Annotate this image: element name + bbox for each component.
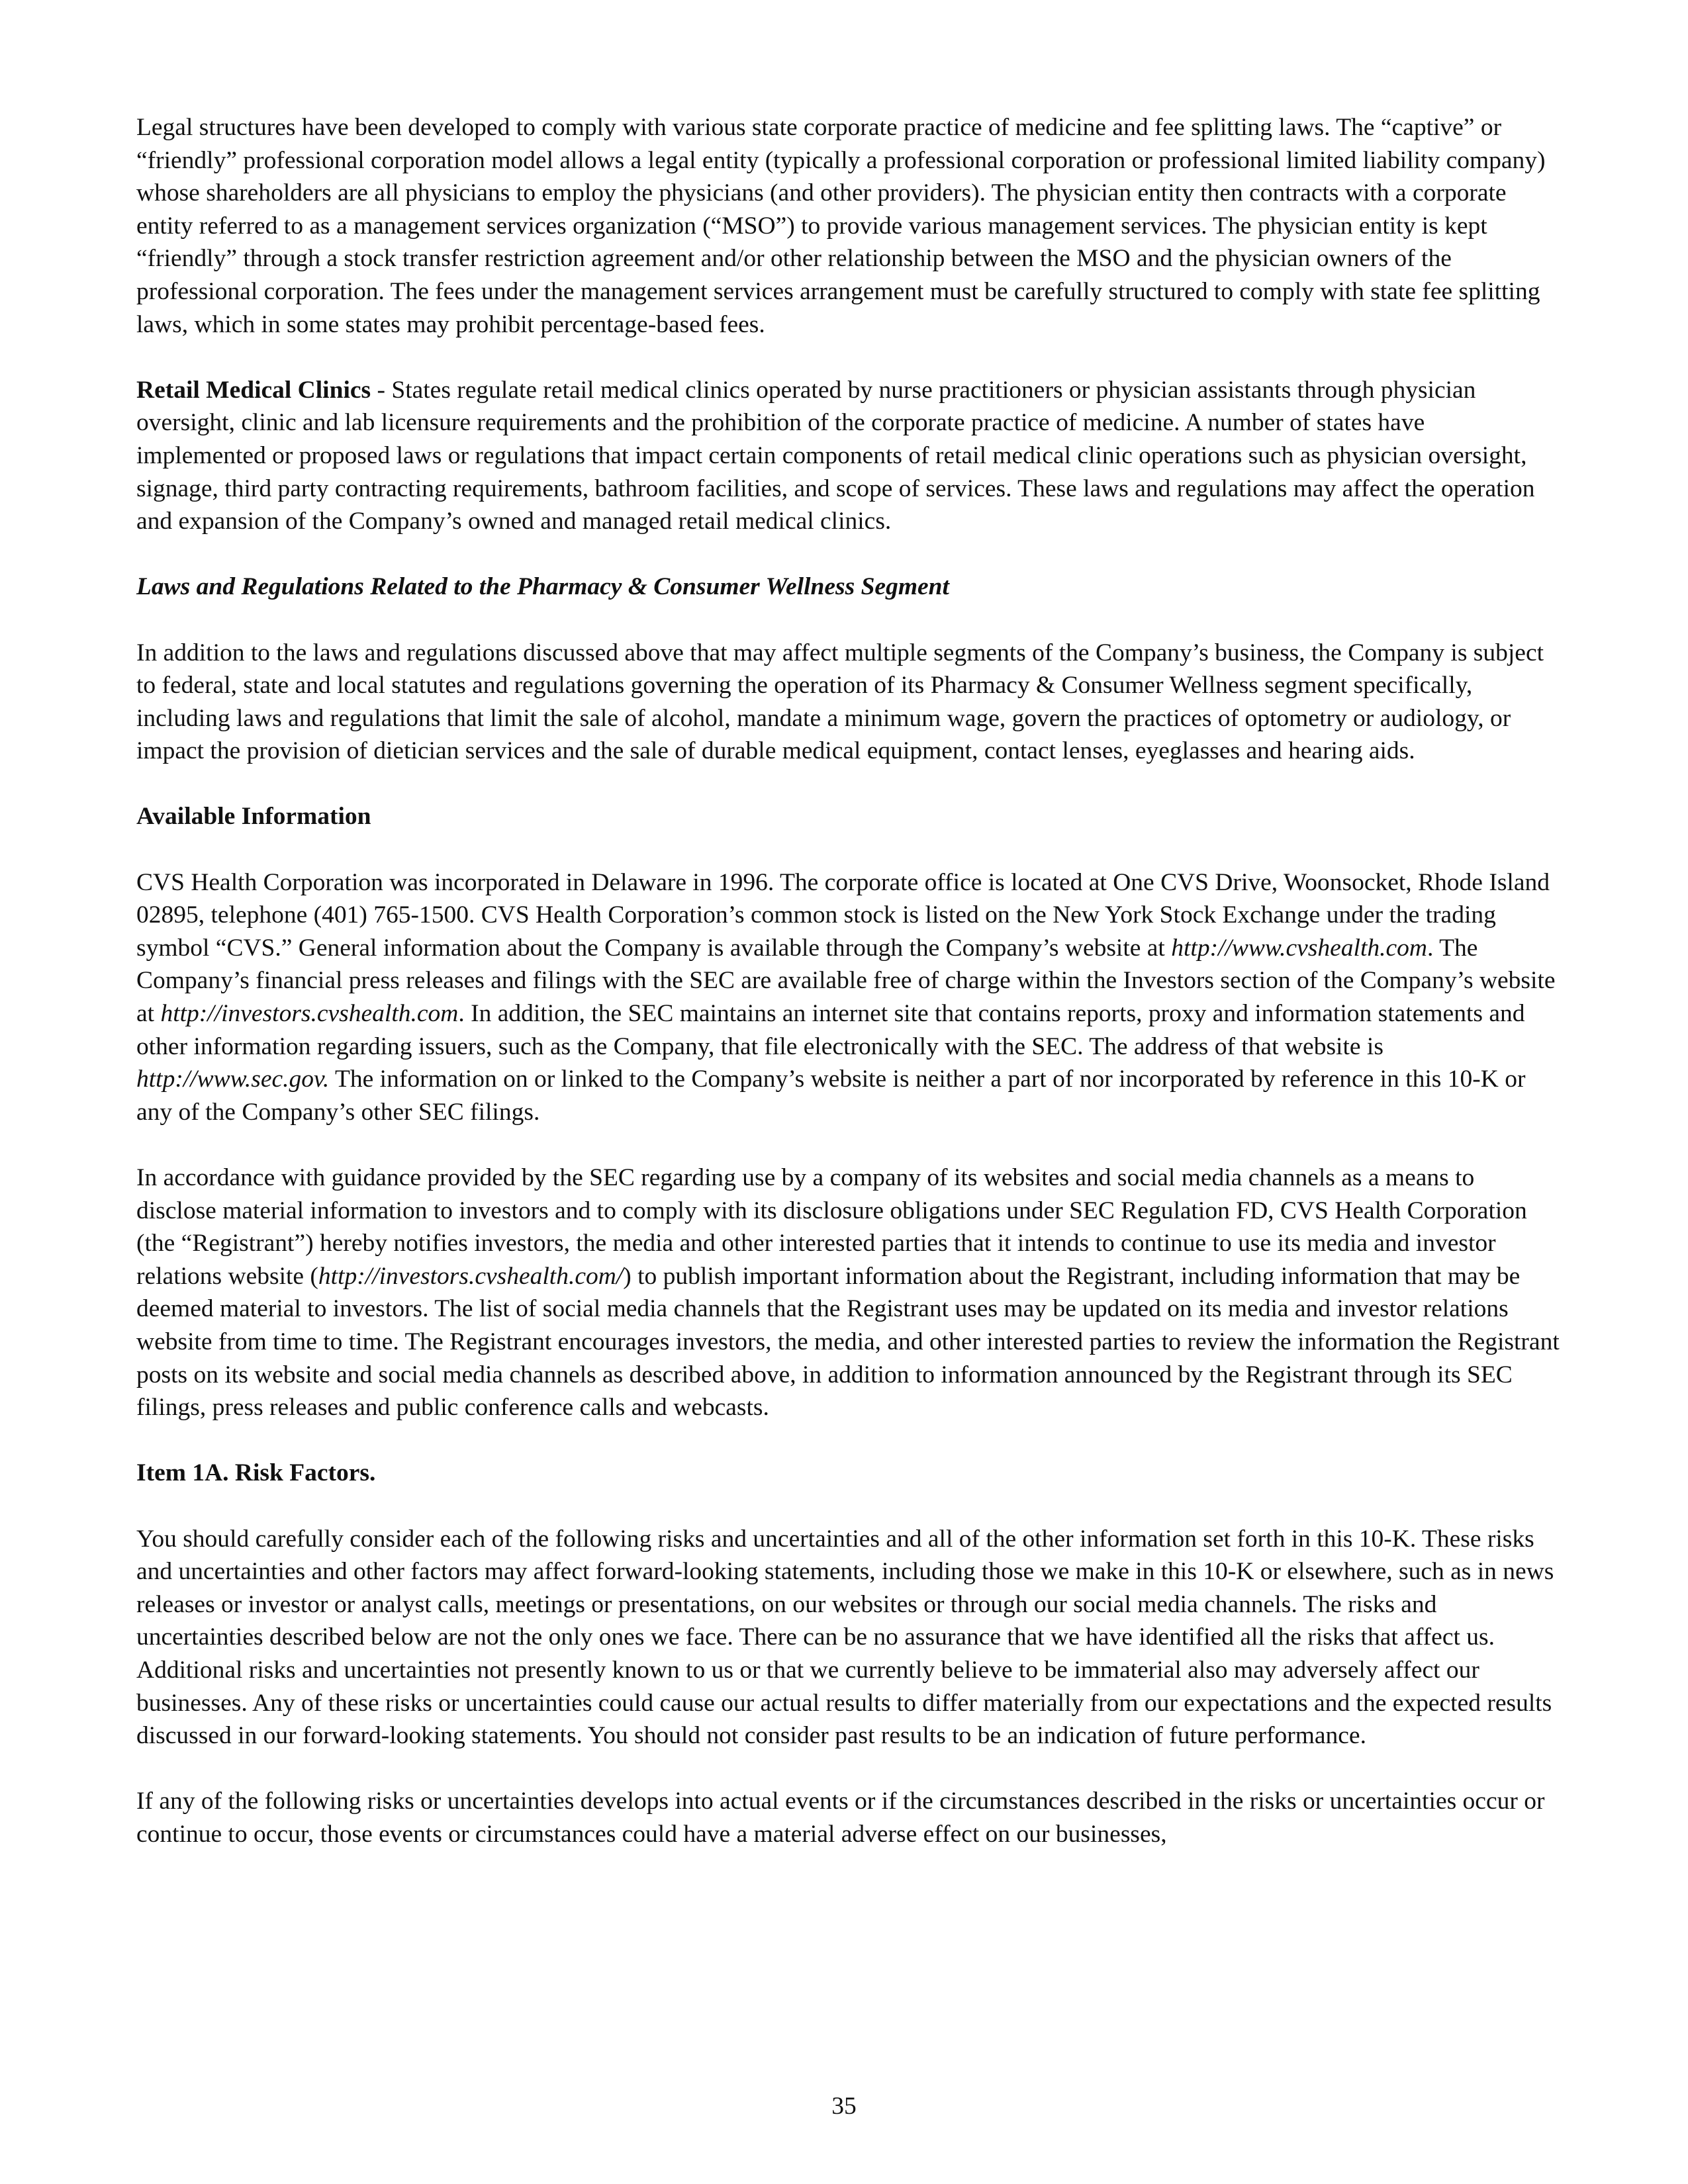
corporate-info-text-2: . The Company’s financial press releases and filings with the SEC are available free of charge within the Investors section of the Company’s website at [136,934,1556,1028]
investors-website-link[interactable]: http://investors.cvshealth.com [160,1000,459,1028]
corporate-info-text-4: The information on or linked to the Company’s website is neither a part of nor incorporated by reference in this 10-K or any of the Company’s other SEC filings. [136,1066,1526,1126]
corporate-info-text-1: CVS Health Corporation was incorporated in Delaware in 1996. The corporate office is located at One CVS Drive, Woonsocket, Rhode Island 02895, telephone (401) 765-1500. CVS Health Corporation’s common stock is listed on the New York Stock Exchange under the trading symbol “CVS.” General information about the Company is available through the Company’s website at [136,868,1550,962]
paragraph-risk-factors-effects: If any of the following risks or uncertainties develops into actual events or if the circumstances described in the risks or uncertainties occur or continue to occur, those events or circumstances could have a material adverse effect on our businesses, [136,1788,1545,1848]
paragraph-corporate-info [136,866,1560,1129]
retail-medical-clinics-heading: Retail Medical Clinics [136,376,371,404]
sec-website-link[interactable]: http://www.sec.gov. [136,1066,330,1093]
section-heading-available-information: Available Information [136,803,371,831]
section-heading-pharmacy-consumer-wellness: Laws and Regulations Related to the Pharmacy & Consumer Wellness Segment [136,573,949,601]
retail-medical-clinics-text: - States regulate retail medical clinics operated by nurse practitioners or physician assistants through physician oversight, clinic and lab licensure requirements and the prohibition of the corporate practice of medicine. A number of states have implemented or proposed laws or regulations that impact certain components of retail medical clinic operations such as physician oversight, signage, third party contracting requirements, bathroom facilities, and scope of services. These laws and regulations may affect the operation and expansion of the Company’s owned and managed retail medical clinics. [136,376,1535,535]
regulation-fd-text-1: In accordance with guidance provided by the SEC regarding use by a company of its websites and social media channels as a means to disclose material information to investors and to comply with its disclosure obligations under SEC Regulation FD, CVS Health Corporation (the “Registrant”) hereby notifies investors, the media and other interested parties that it intends to continue to use its media and investor relations website ( [136,1164,1527,1290]
corporate-info-text-3: . In addition, the SEC maintains an internet site that contains reports, proxy and information statements and other information regarding issuers, such as the Company, that file electronically with the SEC. The address of that website is [136,1000,1525,1060]
cvshealth-website-link[interactable]: http://www.cvshealth.com [1171,934,1427,962]
paragraph-pcw-regulations: In addition to the laws and regulations discussed above that may affect multiple segments of the Company’s business, the Company is subject to federal, state and local statutes and regulations governing the operation of its Pharmacy & Consumer Wellness segment specifically, including laws and regulations that limit the sale of alcohol, mandate a minimum wage, govern the practices of optometry or audiology, or impact the provision of dietician services and the sale of durable medical equipment, contact lenses, eyeglasses and hearing aids. [136,639,1544,765]
paragraph-legal-structures: Legal structures have been developed to comply with various state corporate practice of medicine and fee splitting laws. The “captive” or “friendly” professional corporation model allows a legal entity (typically a professional corporation or professional limited liability company) whose shareholders are all physicians to employ the physicians (and other providers). The physician entity then contracts with a corporate entity referred to as a management services organization (“MSO”) to provide various management services. The physician entity is kept “friendly” through a stock transfer restriction agreement and/or other relationship between the MSO and the physician owners of the professional corporation. The fees under the management services arrangement must be carefully structured to comply with state fee splitting laws, which in some states may prohibit percentage-based fees. [136,114,1546,338]
regulation-fd-text-2: ) to publish important information about the Registrant, including information that may be deemed material to investors. The list of social media channels that the Registrant uses may be updated on its media and investor relations website from time to time. The Registrant encourages investors, the media, and other interested parties to review the information the Registrant posts on its website and social media channels as described above, in addition to information announced by the Registrant through its SEC filings, press releases and public conference calls and webcasts. [136,1262,1560,1422]
paragraph-risk-factors-intro: You should carefully consider each of the following risks and uncertainties and all of the other information set forth in this 10-K. These risks and uncertainties and other factors may affect forward-looking statements, including those we make in this 10-K or elsewhere, such as in news releases or investor or analyst calls, meetings or presentations, on our websites or through our social media channels. The risks and uncertainties described below are not the only ones we face. There can be no assurance that we have identified all the risks that affect us. Additional risks and uncertainties not presently known to us or that we currently believe to be immaterial also may adversely affect our businesses. Any of these risks or uncertainties could cause our actual results to differ materially from our expectations and the expected results discussed in our forward-looking statements. You should not consider past results to be an indication of future performance. [136,1525,1554,1750]
paragraph-regulation-fd [136,1161,1560,1424]
paragraph-retail-medical-clinics [136,374,1560,538]
section-heading-item-1a: Item 1A. Risk Factors. [136,1459,376,1487]
document-body [136,111,1560,1884]
page-number: 35 [831,2093,857,2120]
investor-relations-link[interactable]: http://investors.cvshealth.com/ [318,1262,624,1290]
